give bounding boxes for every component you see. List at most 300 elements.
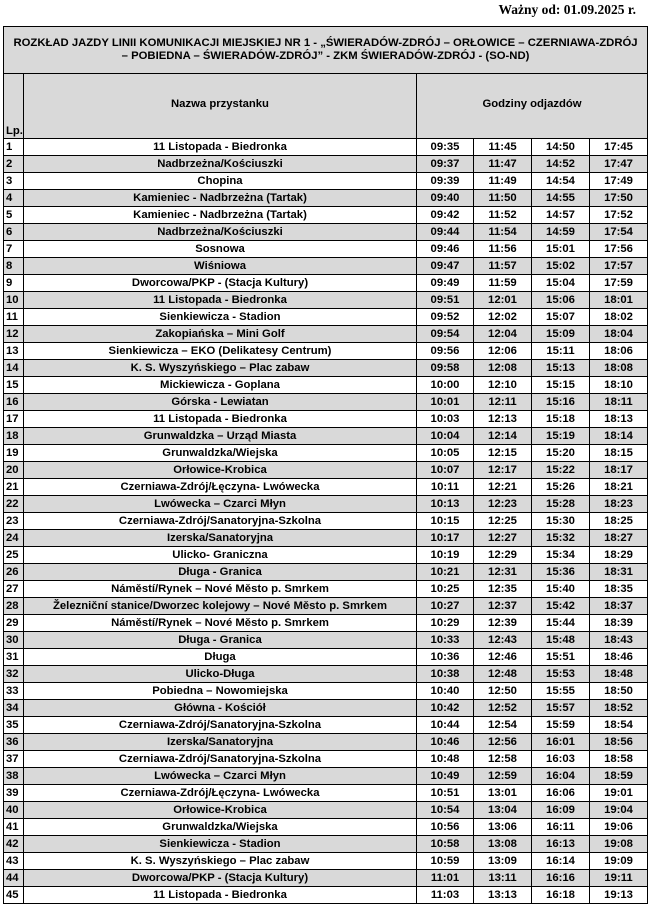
departure-time: 12:21 — [474, 479, 532, 496]
stop-name: Grunwaldzka/Wiejska — [24, 819, 417, 836]
departure-time: 15:20 — [532, 445, 590, 462]
table-row — [4, 581, 648, 598]
departure-time: 13:13 — [474, 887, 532, 904]
departure-time: 16:16 — [532, 870, 590, 887]
departure-time: 17:47 — [590, 156, 648, 173]
departure-time: 16:03 — [532, 751, 590, 768]
departure-time: 09:39 — [417, 173, 474, 190]
table-row — [4, 190, 648, 207]
stop-name: Czerniawa-Zdrój/Łęczyna- Lwówecka — [24, 785, 417, 802]
departure-time: 09:56 — [417, 343, 474, 360]
row-number: 31 — [4, 649, 24, 666]
departure-time: 12:59 — [474, 768, 532, 785]
departure-time: 17:57 — [590, 258, 648, 275]
departure-time: 15:36 — [532, 564, 590, 581]
departure-time: 14:52 — [532, 156, 590, 173]
departure-time: 18:17 — [590, 462, 648, 479]
departure-time: 10:01 — [417, 394, 474, 411]
table-row — [4, 853, 648, 870]
table-row — [4, 496, 648, 513]
table-row — [4, 139, 648, 156]
departure-time: 17:52 — [590, 207, 648, 224]
departure-time: 09:58 — [417, 360, 474, 377]
departure-time: 10:29 — [417, 615, 474, 632]
departure-time: 12:43 — [474, 632, 532, 649]
departure-time: 11:03 — [417, 887, 474, 904]
departure-time: 13:09 — [474, 853, 532, 870]
stop-name: Nadbrzeżna/Kościuszki — [24, 156, 417, 173]
departure-time: 12:23 — [474, 496, 532, 513]
departure-time: 18:46 — [590, 649, 648, 666]
stop-name: Sienkiewicza – EKO (Delikatesy Centrum) — [24, 343, 417, 360]
column-header-lp: Lp. — [4, 74, 24, 139]
departure-time: 10:15 — [417, 513, 474, 530]
departure-time: 15:13 — [532, 360, 590, 377]
stop-name: Długa - Granica — [24, 632, 417, 649]
departure-time: 18:52 — [590, 700, 648, 717]
departure-time: 13:06 — [474, 819, 532, 836]
departure-time: 09:47 — [417, 258, 474, 275]
departure-time: 16:14 — [532, 853, 590, 870]
row-number: 17 — [4, 411, 24, 428]
departure-time: 15:42 — [532, 598, 590, 615]
departure-time: 18:25 — [590, 513, 648, 530]
departure-time: 18:31 — [590, 564, 648, 581]
departure-time: 15:30 — [532, 513, 590, 530]
departure-time: 19:04 — [590, 802, 648, 819]
departure-time: 18:54 — [590, 717, 648, 734]
departure-time: 15:15 — [532, 377, 590, 394]
departure-time: 12:14 — [474, 428, 532, 445]
departure-time: 13:08 — [474, 836, 532, 853]
table-row — [4, 564, 648, 581]
departure-time: 15:40 — [532, 581, 590, 598]
departure-time: 09:37 — [417, 156, 474, 173]
stop-name: Główna - Kościół — [24, 700, 417, 717]
departure-time: 14:54 — [532, 173, 590, 190]
row-number: 2 — [4, 156, 24, 173]
departure-time: 12:50 — [474, 683, 532, 700]
departure-time: 13:11 — [474, 870, 532, 887]
departure-time: 15:34 — [532, 547, 590, 564]
departure-time: 14:50 — [532, 139, 590, 156]
departure-time: 15:57 — [532, 700, 590, 717]
row-number: 3 — [4, 173, 24, 190]
stop-name: Wiśniowa — [24, 258, 417, 275]
stop-name: Izerska/Sanatoryjna — [24, 734, 417, 751]
stop-name: Czerniawa-Zdrój/Sanatoryjna-Szkolna — [24, 513, 417, 530]
stop-name: Sienkiewicza - Stadion — [24, 836, 417, 853]
stop-name: 11 Listopada - Biedronka — [24, 139, 417, 156]
departure-time: 11:59 — [474, 275, 532, 292]
table-row — [4, 156, 648, 173]
stop-name: Dworcowa/PKP - (Stacja Kultury) — [24, 870, 417, 887]
departure-time: 15:04 — [532, 275, 590, 292]
departure-time: 10:49 — [417, 768, 474, 785]
stop-name: 11 Listopada - Biedronka — [24, 292, 417, 309]
departure-time: 15:28 — [532, 496, 590, 513]
departure-time: 18:10 — [590, 377, 648, 394]
row-number: 24 — [4, 530, 24, 547]
departure-time: 17:59 — [590, 275, 648, 292]
departure-time: 15:22 — [532, 462, 590, 479]
departure-time: 10:04 — [417, 428, 474, 445]
departure-time: 10:21 — [417, 564, 474, 581]
departure-time: 18:13 — [590, 411, 648, 428]
departure-time: 18:39 — [590, 615, 648, 632]
departure-time: 12:02 — [474, 309, 532, 326]
table-row — [4, 598, 648, 615]
departure-time: 12:04 — [474, 326, 532, 343]
departure-time: 10:59 — [417, 853, 474, 870]
stop-name: Chopina — [24, 173, 417, 190]
table-row — [4, 377, 648, 394]
stop-name: 11 Listopada - Biedronka — [24, 887, 417, 904]
departure-time: 16:06 — [532, 785, 590, 802]
row-number: 19 — [4, 445, 24, 462]
departure-time: 13:04 — [474, 802, 532, 819]
departure-time: 11:56 — [474, 241, 532, 258]
departure-time: 10:46 — [417, 734, 474, 751]
stop-name: Nadbrzeżna/Kościuszki — [24, 224, 417, 241]
departure-time: 14:55 — [532, 190, 590, 207]
departure-time: 12:52 — [474, 700, 532, 717]
table-row — [4, 530, 648, 547]
departure-time: 10:51 — [417, 785, 474, 802]
departure-time: 15:06 — [532, 292, 590, 309]
departure-time: 11:57 — [474, 258, 532, 275]
row-number: 42 — [4, 836, 24, 853]
stop-name: Ulicko-Długa — [24, 666, 417, 683]
stop-name: Pobiedna – Nowomiejska — [24, 683, 417, 700]
departure-time: 09:46 — [417, 241, 474, 258]
table-row — [4, 734, 648, 751]
table-row — [4, 462, 648, 479]
row-number: 29 — [4, 615, 24, 632]
row-number: 15 — [4, 377, 24, 394]
stop-name: Železniční stanice/Dworzec kolejowy – Nové Město p. Smrkem — [24, 598, 417, 615]
row-number: 36 — [4, 734, 24, 751]
departure-time: 12:48 — [474, 666, 532, 683]
departure-time: 10:07 — [417, 462, 474, 479]
row-number: 5 — [4, 207, 24, 224]
departure-time: 17:54 — [590, 224, 648, 241]
timetable — [3, 26, 648, 904]
table-row — [4, 649, 648, 666]
stop-name: Zakopiańska – Mini Golf — [24, 326, 417, 343]
stop-name: K. S. Wyszyńskiego – Plac zabaw — [24, 360, 417, 377]
stop-name: Długa - Granica — [24, 564, 417, 581]
stop-name: Lwówecka – Czarci Młyn — [24, 496, 417, 513]
departure-time: 09:42 — [417, 207, 474, 224]
row-number: 10 — [4, 292, 24, 309]
stop-name: Sosnowa — [24, 241, 417, 258]
stop-name: Czerniawa-Zdrój/Łęczyna- Lwówecka — [24, 479, 417, 496]
departure-time: 19:09 — [590, 853, 648, 870]
departure-time: 10:17 — [417, 530, 474, 547]
departure-time: 11:01 — [417, 870, 474, 887]
departure-time: 18:48 — [590, 666, 648, 683]
departure-time: 11:54 — [474, 224, 532, 241]
departure-time: 18:14 — [590, 428, 648, 445]
departure-time: 18:04 — [590, 326, 648, 343]
departure-time: 10:00 — [417, 377, 474, 394]
departure-time: 11:45 — [474, 139, 532, 156]
table-row — [4, 309, 648, 326]
departure-time: 13:01 — [474, 785, 532, 802]
table-row — [4, 394, 648, 411]
stop-name: Górska - Lewiatan — [24, 394, 417, 411]
stop-name: Orłowice-Krobica — [24, 802, 417, 819]
stop-name: Długa — [24, 649, 417, 666]
departure-time: 12:31 — [474, 564, 532, 581]
column-header-stop-name: Nazwa przystanku — [24, 74, 417, 139]
table-row — [4, 632, 648, 649]
row-number: 35 — [4, 717, 24, 734]
departure-time: 17:49 — [590, 173, 648, 190]
departure-time: 11:50 — [474, 190, 532, 207]
departure-time: 12:27 — [474, 530, 532, 547]
timetable-title: ROZKŁAD JAZDY LINII KOMUNIKACJI MIEJSKIEJ NR 1 - „ŚWIERADÓW-ZDRÓJ – ORŁOWICE – CZERNIAWA-ZDRÓJ – POBIEDNA – ŚWIERADÓW-ZDRÓJ” - ZKM ŚWIERADÓW-ZDRÓJ - (SO-ND) — [4, 27, 648, 74]
row-number: 30 — [4, 632, 24, 649]
departure-time: 10:40 — [417, 683, 474, 700]
departure-time: 14:59 — [532, 224, 590, 241]
row-number: 9 — [4, 275, 24, 292]
departure-time: 12:10 — [474, 377, 532, 394]
departure-time: 09:51 — [417, 292, 474, 309]
departure-time: 15:51 — [532, 649, 590, 666]
departure-time: 10:11 — [417, 479, 474, 496]
departure-time: 09:35 — [417, 139, 474, 156]
departure-time: 15:55 — [532, 683, 590, 700]
departure-time: 10:27 — [417, 598, 474, 615]
stop-name: Grunwaldzka – Urząd Miasta — [24, 428, 417, 445]
departure-time: 16:18 — [532, 887, 590, 904]
departure-time: 10:54 — [417, 802, 474, 819]
row-number: 20 — [4, 462, 24, 479]
row-number: 33 — [4, 683, 24, 700]
departure-time: 10:36 — [417, 649, 474, 666]
departure-time: 15:02 — [532, 258, 590, 275]
departure-time: 12:56 — [474, 734, 532, 751]
stop-name: 11 Listopada - Biedronka — [24, 411, 417, 428]
departure-time: 16:04 — [532, 768, 590, 785]
row-number: 44 — [4, 870, 24, 887]
row-number: 13 — [4, 343, 24, 360]
departure-time: 18:29 — [590, 547, 648, 564]
departure-time: 17:56 — [590, 241, 648, 258]
departure-time: 18:50 — [590, 683, 648, 700]
departure-time: 17:50 — [590, 190, 648, 207]
departure-time: 15:16 — [532, 394, 590, 411]
departure-time: 10:38 — [417, 666, 474, 683]
departure-time: 11:52 — [474, 207, 532, 224]
departure-time: 19:13 — [590, 887, 648, 904]
departure-time: 19:11 — [590, 870, 648, 887]
row-number: 38 — [4, 768, 24, 785]
departure-time: 10:13 — [417, 496, 474, 513]
departure-time: 15:59 — [532, 717, 590, 734]
row-number: 40 — [4, 802, 24, 819]
column-header-departure-times: Godziny odjazdów — [417, 74, 648, 139]
table-row — [4, 479, 648, 496]
stop-name: Mickiewicza - Goplana — [24, 377, 417, 394]
departure-time: 18:21 — [590, 479, 648, 496]
row-number: 16 — [4, 394, 24, 411]
departure-time: 16:01 — [532, 734, 590, 751]
departure-time: 10:25 — [417, 581, 474, 598]
table-row — [4, 513, 648, 530]
departure-time: 12:01 — [474, 292, 532, 309]
stop-name: Izerska/Sanatoryjna — [24, 530, 417, 547]
table-row — [4, 173, 648, 190]
departure-time: 11:49 — [474, 173, 532, 190]
stop-name: Kamieniec - Nadbrzeżna (Tartak) — [24, 207, 417, 224]
stop-name: Lwówecka – Czarci Młyn — [24, 768, 417, 785]
table-row — [4, 683, 648, 700]
table-row — [4, 768, 648, 785]
departure-time: 09:52 — [417, 309, 474, 326]
table-row — [4, 547, 648, 564]
departure-time: 18:37 — [590, 598, 648, 615]
row-number: 28 — [4, 598, 24, 615]
departure-time: 15:32 — [532, 530, 590, 547]
departure-time: 15:26 — [532, 479, 590, 496]
departure-time: 12:15 — [474, 445, 532, 462]
row-number: 7 — [4, 241, 24, 258]
departure-time: 12:13 — [474, 411, 532, 428]
table-row — [4, 751, 648, 768]
table-row — [4, 870, 648, 887]
departure-time: 15:18 — [532, 411, 590, 428]
table-row — [4, 785, 648, 802]
row-number: 6 — [4, 224, 24, 241]
row-number: 25 — [4, 547, 24, 564]
table-row — [4, 258, 648, 275]
timetable-body — [4, 139, 648, 904]
departure-time: 10:42 — [417, 700, 474, 717]
departure-time: 15:53 — [532, 666, 590, 683]
departure-time: 15:07 — [532, 309, 590, 326]
table-row — [4, 224, 648, 241]
table-row — [4, 292, 648, 309]
row-number: 41 — [4, 819, 24, 836]
departure-time: 09:40 — [417, 190, 474, 207]
stop-name: Orłowice-Krobica — [24, 462, 417, 479]
departure-time: 16:09 — [532, 802, 590, 819]
row-number: 1 — [4, 139, 24, 156]
stop-name: Ulicko- Graniczna — [24, 547, 417, 564]
departure-time: 12:37 — [474, 598, 532, 615]
departure-time: 15:44 — [532, 615, 590, 632]
departure-time: 10:33 — [417, 632, 474, 649]
table-row — [4, 207, 648, 224]
valid-from-date: Ważny od: 01.09.2025 r. — [498, 2, 636, 17]
departure-time: 15:11 — [532, 343, 590, 360]
departure-time: 15:09 — [532, 326, 590, 343]
table-row — [4, 819, 648, 836]
departure-time: 18:59 — [590, 768, 648, 785]
departure-time: 12:25 — [474, 513, 532, 530]
departure-time: 09:54 — [417, 326, 474, 343]
departure-time: 10:44 — [417, 717, 474, 734]
row-number: 22 — [4, 496, 24, 513]
table-row — [4, 836, 648, 853]
departure-time: 18:11 — [590, 394, 648, 411]
departure-time: 12:08 — [474, 360, 532, 377]
row-number: 43 — [4, 853, 24, 870]
departure-time: 10:03 — [417, 411, 474, 428]
table-row — [4, 700, 648, 717]
departure-time: 10:56 — [417, 819, 474, 836]
departure-time: 12:17 — [474, 462, 532, 479]
table-row — [4, 326, 648, 343]
departure-time: 12:29 — [474, 547, 532, 564]
table-row — [4, 445, 648, 462]
row-number: 4 — [4, 190, 24, 207]
departure-time: 18:08 — [590, 360, 648, 377]
departure-time: 11:47 — [474, 156, 532, 173]
departure-time: 10:19 — [417, 547, 474, 564]
row-number: 32 — [4, 666, 24, 683]
departure-time: 18:35 — [590, 581, 648, 598]
departure-time: 18:02 — [590, 309, 648, 326]
departure-time: 10:58 — [417, 836, 474, 853]
table-row — [4, 717, 648, 734]
departure-time: 12:58 — [474, 751, 532, 768]
row-number: 34 — [4, 700, 24, 717]
departure-time: 12:35 — [474, 581, 532, 598]
departure-time: 19:06 — [590, 819, 648, 836]
row-number: 14 — [4, 360, 24, 377]
departure-time: 12:39 — [474, 615, 532, 632]
row-number: 27 — [4, 581, 24, 598]
departure-time: 16:13 — [532, 836, 590, 853]
departure-time: 12:06 — [474, 343, 532, 360]
departure-time: 18:15 — [590, 445, 648, 462]
departure-time: 10:05 — [417, 445, 474, 462]
stop-name: Dworcowa/PKP - (Stacja Kultury) — [24, 275, 417, 292]
departure-time: 18:58 — [590, 751, 648, 768]
stop-name: Náměstí/Rynek – Nové Město p. Smrkem — [24, 615, 417, 632]
departure-time: 10:48 — [417, 751, 474, 768]
table-row — [4, 411, 648, 428]
departure-time: 12:54 — [474, 717, 532, 734]
row-number: 8 — [4, 258, 24, 275]
departure-time: 18:06 — [590, 343, 648, 360]
stop-name: Grunwaldzka/Wiejska — [24, 445, 417, 462]
departure-time: 19:08 — [590, 836, 648, 853]
departure-time: 18:01 — [590, 292, 648, 309]
row-number: 11 — [4, 309, 24, 326]
table-row — [4, 887, 648, 904]
row-number: 39 — [4, 785, 24, 802]
stop-name: Sienkiewicza - Stadion — [24, 309, 417, 326]
row-number: 23 — [4, 513, 24, 530]
stop-name: Czerniawa-Zdrój/Sanatoryjna-Szkolna — [24, 717, 417, 734]
row-number: 12 — [4, 326, 24, 343]
departure-time: 18:56 — [590, 734, 648, 751]
stop-name: K. S. Wyszyńskiego – Plac zabaw — [24, 853, 417, 870]
departure-time: 19:01 — [590, 785, 648, 802]
table-row — [4, 802, 648, 819]
table-row — [4, 241, 648, 258]
table-row — [4, 428, 648, 445]
departure-time: 17:45 — [590, 139, 648, 156]
departure-time: 14:57 — [532, 207, 590, 224]
table-row — [4, 666, 648, 683]
departure-time: 15:01 — [532, 241, 590, 258]
